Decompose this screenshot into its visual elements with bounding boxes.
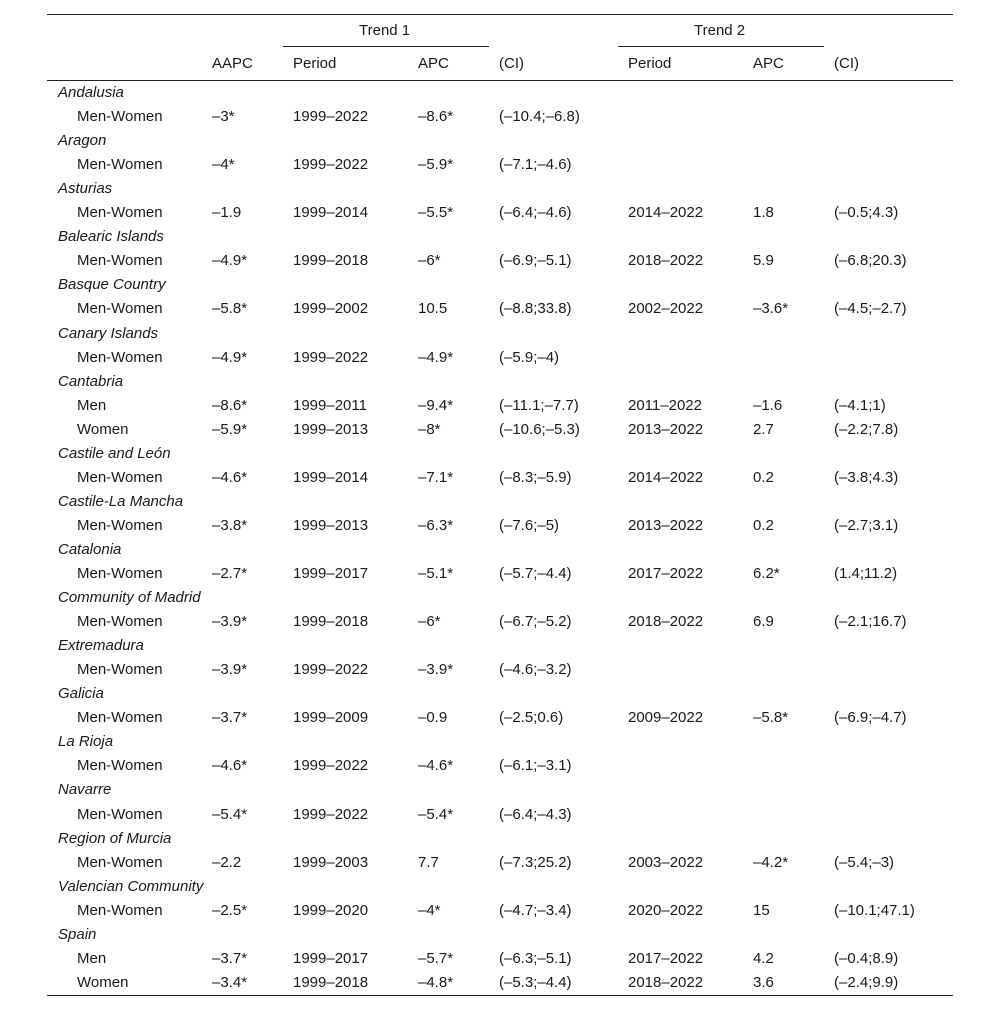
group-label: Men-Women bbox=[77, 252, 163, 270]
cell-apc-2: 6.9 bbox=[753, 613, 774, 631]
cell-period-2: 2013–2022 bbox=[628, 420, 704, 438]
trend1-header: Trend 1 bbox=[359, 22, 411, 39]
group-label: Men-Women bbox=[77, 853, 163, 871]
cell-period-1: 1999–2009 bbox=[293, 709, 369, 727]
cell-aapc: –3.9* bbox=[212, 613, 248, 631]
cell-period-1: 1999–2022 bbox=[293, 156, 369, 174]
cell-period-1: 1999–2022 bbox=[293, 108, 369, 126]
cell-aapc: –3.9* bbox=[212, 661, 248, 679]
region-label: Andalusia bbox=[58, 84, 124, 101]
cell-apc-1: –5.5* bbox=[418, 204, 454, 222]
cell-ci-1: (–6.3;–5.1) bbox=[499, 949, 572, 967]
cell-apc-1: 10.5 bbox=[418, 300, 448, 318]
cell-apc-2: –5.8* bbox=[753, 709, 789, 727]
cell-apc-2: 0.2 bbox=[753, 516, 774, 534]
cell-period-1: 1999–2022 bbox=[293, 757, 369, 775]
cell-aapc: –5.9* bbox=[212, 420, 248, 438]
cell-apc-2: 1.8 bbox=[753, 204, 774, 222]
group-label: Men-Women bbox=[77, 613, 163, 631]
region-label: Spain bbox=[58, 925, 97, 943]
cell-apc-2: 6.2* bbox=[753, 565, 780, 582]
col-header-apc-2: APC bbox=[753, 55, 784, 72]
cell-period-2: 2020–2022 bbox=[628, 901, 704, 919]
cell-ci-2: (–2.4;9.9) bbox=[834, 973, 899, 991]
region-label: Balearic Islands bbox=[58, 228, 164, 246]
cell-period-1: 1999–2011 bbox=[293, 396, 367, 414]
group-label: Men-Women bbox=[77, 348, 163, 366]
cell-apc-1: –4.8* bbox=[418, 973, 454, 991]
cell-aapc: –5.8* bbox=[212, 300, 248, 318]
cell-apc-1: –4* bbox=[418, 901, 441, 919]
col-header-apc-1: APC bbox=[418, 55, 449, 72]
cell-ci-1: (–7.3;25.2) bbox=[499, 853, 572, 871]
group-label: Men-Women bbox=[77, 757, 163, 775]
cell-ci-1: (–10.6;–5.3) bbox=[499, 420, 580, 438]
cell-ci-1: (–6.4;–4.6) bbox=[499, 204, 572, 222]
aapc-trend-table bbox=[47, 14, 953, 996]
group-label: Men-Women bbox=[77, 901, 163, 919]
cell-aapc: –3* bbox=[212, 108, 235, 126]
col-header-ci-2: (CI) bbox=[834, 55, 859, 72]
cell-period-1: 1999–2017 bbox=[293, 565, 369, 582]
cell-ci-2: (–2.7;3.1) bbox=[834, 516, 899, 534]
cell-period-2: 2009–2022 bbox=[628, 709, 704, 727]
group-label: Women bbox=[77, 973, 129, 991]
cell-aapc: –3.7* bbox=[212, 949, 248, 967]
cell-apc-1: –6.3* bbox=[418, 516, 454, 534]
cell-period-1: 1999–2014 bbox=[293, 204, 369, 222]
cell-apc-1: –7.1* bbox=[418, 468, 454, 486]
group-label: Men-Women bbox=[77, 516, 163, 534]
cell-apc-1: –4.6* bbox=[418, 757, 454, 775]
group-label: Men-Women bbox=[77, 565, 163, 582]
cell-aapc: –3.8* bbox=[212, 516, 248, 534]
cell-apc-1: –5.7* bbox=[418, 949, 454, 967]
cell-ci-2: (–5.4;–3) bbox=[834, 853, 895, 871]
cell-ci-2: (1.4;11.2) bbox=[834, 565, 898, 582]
cell-ci-1: (–6.9;–5.1) bbox=[499, 252, 572, 270]
region-label: Navarre bbox=[58, 781, 112, 799]
region-label: Canary Islands bbox=[58, 324, 159, 342]
group-label: Men-Women bbox=[77, 156, 163, 174]
cell-period-1: 1999–2003 bbox=[293, 853, 369, 871]
cell-ci-1: (–8.3;–5.9) bbox=[499, 468, 572, 486]
cell-apc-1: –0.9 bbox=[418, 709, 448, 727]
group-label: Men-Women bbox=[77, 709, 163, 727]
cell-aapc: –2.7* bbox=[212, 565, 248, 582]
table-body bbox=[47, 14, 953, 996]
cell-period-2: 2017–2022 bbox=[628, 949, 704, 967]
col-header-period-2: Period bbox=[628, 55, 672, 72]
cell-ci-1: (–10.4;–6.8) bbox=[499, 108, 580, 126]
cell-ci-2: (–2.2;7.8) bbox=[834, 420, 899, 438]
region-label: Basque Country bbox=[58, 276, 166, 294]
cell-aapc: –4.9* bbox=[212, 348, 248, 366]
cell-ci-1: (–5.3;–4.4) bbox=[499, 973, 572, 991]
cell-apc-2: 15 bbox=[753, 901, 770, 919]
cell-ci-2: (–0.4;8.9) bbox=[834, 949, 899, 967]
cell-ci-2: (–6.8;20.3) bbox=[834, 252, 907, 270]
cell-apc-2: 3.6 bbox=[753, 973, 774, 991]
cell-ci-2: (–0.5;4.3) bbox=[834, 204, 899, 222]
col-header-ci-1: (CI) bbox=[499, 55, 524, 72]
cell-period-2: 2014–2022 bbox=[628, 204, 704, 222]
cell-apc-1: –5.9* bbox=[418, 156, 454, 174]
region-label: Castile and León bbox=[58, 444, 171, 462]
cell-apc-1: –5.1* bbox=[418, 565, 454, 582]
cell-ci-1: (–6.1;–3.1) bbox=[499, 757, 572, 775]
group-label: Men bbox=[77, 396, 107, 414]
cell-ci-1: (–8.8;33.8) bbox=[499, 300, 572, 318]
region-label: Catalonia bbox=[58, 540, 122, 558]
cell-aapc: –4.6* bbox=[212, 757, 248, 775]
cell-apc-1: –8* bbox=[418, 420, 441, 438]
cell-apc-2: 2.7 bbox=[753, 420, 774, 438]
cell-apc-1: –8.6* bbox=[418, 108, 454, 126]
cell-ci-2: (–6.9;–4.7) bbox=[834, 709, 907, 727]
cell-apc-1: –6* bbox=[418, 613, 441, 631]
cell-ci-2: (–4.5;–2.7) bbox=[834, 300, 907, 318]
cell-aapc: –2.5* bbox=[212, 901, 248, 919]
cell-period-2: 2018–2022 bbox=[628, 613, 704, 631]
cell-ci-2: (–3.8;4.3) bbox=[834, 468, 899, 486]
region-label: Cantabria bbox=[58, 372, 124, 390]
group-label: Men-Women bbox=[77, 805, 163, 823]
cell-apc-2: 4.2 bbox=[753, 949, 774, 967]
cell-ci-1: (–2.5;0.6) bbox=[499, 709, 564, 727]
cell-apc-2: –1.6 bbox=[753, 396, 783, 414]
cell-ci-1: (–4.7;–3.4) bbox=[499, 901, 572, 919]
cell-period-1: 1999–2018 bbox=[293, 973, 369, 991]
cell-aapc: –4* bbox=[212, 156, 235, 174]
table-bottom-rule bbox=[47, 995, 953, 996]
cell-aapc: –5.4* bbox=[212, 805, 248, 823]
group-label: Men-Women bbox=[77, 204, 163, 222]
cell-aapc: –4.6* bbox=[212, 468, 248, 486]
cell-period-2: 2003–2022 bbox=[628, 853, 704, 871]
cell-ci-2: (–2.1;16.7) bbox=[834, 613, 907, 631]
region-label: Extremadura bbox=[58, 637, 144, 655]
cell-period-1: 1999–2022 bbox=[293, 348, 369, 366]
cell-apc-2: –3.6* bbox=[753, 300, 789, 318]
cell-apc-1: –4.9* bbox=[418, 348, 454, 366]
region-label: Community of Madrid bbox=[58, 589, 201, 607]
cell-period-1: 1999–2018 bbox=[293, 252, 369, 270]
cell-period-1: 1999–2017 bbox=[293, 949, 369, 967]
cell-period-1: 1999–2022 bbox=[293, 805, 369, 823]
cell-period-1: 1999–2013 bbox=[293, 516, 369, 534]
region-label: Asturias bbox=[58, 180, 113, 198]
cell-aapc: –8.6* bbox=[212, 396, 248, 414]
cell-period-2: 2002–2022 bbox=[628, 300, 704, 318]
cell-period-1: 1999–2013 bbox=[293, 420, 369, 438]
cell-period-1: 1999–2022 bbox=[293, 661, 369, 679]
cell-period-1: 1999–2020 bbox=[293, 901, 369, 919]
region-label: Castile-La Mancha bbox=[58, 492, 184, 510]
cell-period-2: 2017–2022 bbox=[628, 565, 704, 582]
group-label: Men-Women bbox=[77, 108, 163, 126]
cell-ci-2: (–10.1;47.1) bbox=[834, 901, 915, 919]
cell-period-2: 2013–2022 bbox=[628, 516, 704, 534]
cell-ci-1: (–7.1;–4.6) bbox=[499, 156, 572, 174]
col-header-aapc: AAPC bbox=[212, 55, 253, 72]
region-label: Valencian Community bbox=[58, 877, 204, 895]
cell-period-2: 2011–2022 bbox=[628, 396, 702, 414]
cell-apc-2: –4.2* bbox=[753, 853, 789, 871]
cell-ci-1: (–5.7;–4.4) bbox=[499, 565, 572, 582]
group-label: Women bbox=[77, 420, 129, 438]
cell-apc-1: –9.4* bbox=[418, 396, 454, 414]
cell-apc-1: 7.7 bbox=[418, 853, 439, 871]
group-label: Men bbox=[77, 949, 107, 967]
cell-apc-1: –5.4* bbox=[418, 805, 454, 823]
cell-period-2: 2018–2022 bbox=[628, 252, 704, 270]
col-header-period-1: Period bbox=[293, 55, 337, 72]
cell-aapc: –3.7* bbox=[212, 709, 248, 727]
cell-period-2: 2014–2022 bbox=[628, 468, 704, 486]
group-label: Men-Women bbox=[77, 300, 163, 318]
cell-aapc: –3.4* bbox=[212, 973, 248, 991]
cell-aapc: –4.9* bbox=[212, 252, 248, 270]
cell-aapc: –2.2 bbox=[212, 853, 242, 871]
cell-ci-1: (–7.6;–5) bbox=[499, 516, 560, 534]
cell-ci-1: (–5.9;–4) bbox=[499, 348, 560, 366]
cell-period-1: 1999–2018 bbox=[293, 613, 369, 631]
region-label: Aragon bbox=[58, 132, 107, 150]
group-label: Men-Women bbox=[77, 661, 163, 679]
cell-apc-1: –6* bbox=[418, 252, 441, 270]
cell-ci-1: (–6.4;–4.3) bbox=[499, 805, 572, 823]
cell-period-1: 1999–2014 bbox=[293, 468, 369, 486]
group-label: Men-Women bbox=[77, 468, 163, 486]
cell-ci-1: (–4.6;–3.2) bbox=[499, 661, 572, 679]
cell-apc-1: –3.9* bbox=[418, 661, 454, 679]
cell-ci-1: (–6.7;–5.2) bbox=[499, 613, 572, 631]
cell-period-1: 1999–2002 bbox=[293, 300, 369, 318]
cell-ci-2: (–4.1;1) bbox=[834, 396, 886, 414]
cell-apc-2: 5.9 bbox=[753, 252, 774, 270]
region-label: Galicia bbox=[58, 685, 104, 703]
region-label: La Rioja bbox=[58, 733, 114, 751]
cell-ci-1: (–11.1;–7.7) bbox=[499, 396, 579, 414]
cell-aapc: –1.9 bbox=[212, 204, 242, 222]
cell-period-2: 2018–2022 bbox=[628, 973, 704, 991]
cell-apc-2: 0.2 bbox=[753, 468, 774, 486]
region-label: Region of Murcia bbox=[58, 829, 172, 847]
trend2-header: Trend 2 bbox=[694, 22, 746, 39]
